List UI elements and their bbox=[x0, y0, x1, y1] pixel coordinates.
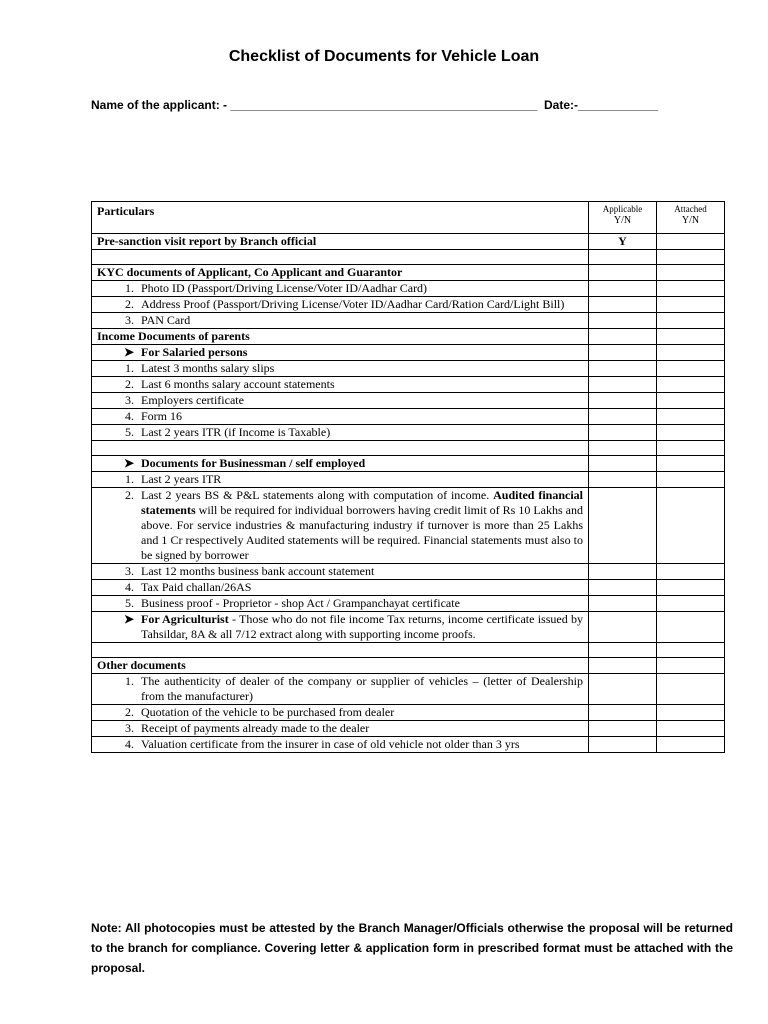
item-text: Latest 3 months salary slips bbox=[141, 361, 275, 375]
salaried-heading: For Salaried persons bbox=[141, 345, 248, 359]
audited-statements-bold: Audited financial statements bbox=[141, 488, 583, 517]
applicable-cell bbox=[589, 674, 657, 705]
applicable-cell bbox=[589, 737, 657, 753]
header-applicable-yn: Y/N bbox=[613, 215, 632, 226]
attached-cell bbox=[657, 425, 725, 441]
business-items bbox=[92, 564, 725, 612]
arrow-bullet-icon: ➤ bbox=[123, 345, 134, 359]
applicable-cell bbox=[589, 705, 657, 721]
table-row bbox=[92, 234, 725, 250]
arrow-bullet-icon: ➤ bbox=[123, 612, 134, 626]
applicant-name-date-line: Name of the applicant: - ______________________________________________ Date:-____________ bbox=[91, 98, 659, 112]
table-row bbox=[92, 456, 725, 472]
item-number: 3. bbox=[125, 564, 134, 578]
item-text: Quotation of the vehicle to be purchased from dealer bbox=[141, 705, 395, 719]
table-row bbox=[92, 596, 725, 612]
table-row bbox=[92, 737, 725, 753]
table-row bbox=[92, 425, 725, 441]
business-heading: Documents for Businessman / self employed bbox=[141, 456, 366, 470]
table-row bbox=[92, 361, 725, 377]
table-row bbox=[92, 393, 725, 409]
attached-cell bbox=[657, 377, 725, 393]
item-number: 3. bbox=[125, 313, 134, 327]
table-row bbox=[92, 488, 725, 564]
item-number: 3. bbox=[125, 393, 134, 407]
attached-cell bbox=[657, 580, 725, 596]
item-number: 3. bbox=[125, 721, 134, 735]
item-text: Photo ID (Passport/Driving License/Voter ID/Aadhar Card) bbox=[141, 281, 428, 295]
blank-row bbox=[92, 250, 725, 265]
agriculturist-text bbox=[141, 612, 583, 642]
applicable-cell bbox=[589, 721, 657, 737]
item-number: 5. bbox=[125, 425, 134, 439]
item-text: Valuation certificate from the insurer in case of old vehicle not older than 3 yrs bbox=[141, 737, 520, 751]
attached-cell bbox=[657, 721, 725, 737]
item-number: 4. bbox=[125, 737, 134, 751]
applicable-cell bbox=[589, 297, 657, 313]
item-number: 4. bbox=[125, 580, 134, 594]
applicable-cell bbox=[589, 281, 657, 297]
attached-cell bbox=[657, 313, 725, 329]
table-row bbox=[92, 674, 725, 705]
presanction-attached-cell bbox=[657, 234, 725, 250]
item-number: 1. bbox=[125, 674, 134, 688]
table-row bbox=[92, 658, 725, 674]
header-attached-yn: Y/N bbox=[681, 215, 700, 226]
table-row bbox=[92, 377, 725, 393]
item-text: Address Proof (Passport/Driving License/Voter ID/Aadhar Card/Ration Card/Light Bill) bbox=[141, 297, 565, 311]
presanction-applicable-value: Y bbox=[589, 234, 657, 250]
header-attached-label: Attached bbox=[674, 204, 707, 214]
applicable-cell bbox=[589, 361, 657, 377]
table-row bbox=[92, 580, 725, 596]
income-heading: Income Documents of parents bbox=[92, 329, 589, 345]
footer-note: Note: All photocopies must be attested by the Branch Manager/Officials otherwise the proposal will be returned to the branch for compliance. Covering letter & application form in prescribed format must be attached with the proposal. bbox=[91, 921, 733, 975]
item-text: Form 16 bbox=[141, 409, 183, 423]
item-number: 5. bbox=[125, 596, 134, 610]
item-text: Receipt of payments already made to the dealer bbox=[141, 721, 370, 735]
item-number: 1. bbox=[125, 281, 134, 295]
item-text: Employers certificate bbox=[141, 393, 244, 407]
applicable-cell bbox=[589, 313, 657, 329]
item-number: 4. bbox=[125, 409, 134, 423]
table-row bbox=[92, 297, 725, 313]
header-attached bbox=[657, 202, 725, 234]
table-row bbox=[92, 721, 725, 737]
item-text: The authenticity of dealer of the company or supplier of vehicles – (letter of Dealership from the manufacturer) bbox=[141, 674, 583, 703]
item-text: PAN Card bbox=[141, 313, 191, 327]
blank-row bbox=[92, 643, 725, 658]
applicable-cell bbox=[589, 580, 657, 596]
item-text: Business proof - Proprietor - shop Act / Grampanchayat certificate bbox=[141, 596, 460, 610]
attached-cell bbox=[657, 737, 725, 753]
item-number: 1. bbox=[125, 361, 134, 375]
item-number: 2. bbox=[125, 705, 134, 719]
item-text bbox=[141, 488, 583, 563]
header-applicable-label: Applicable bbox=[602, 204, 643, 214]
attached-cell bbox=[657, 393, 725, 409]
attached-cell bbox=[657, 596, 725, 612]
table-header-row bbox=[92, 202, 725, 234]
financial-text-b: will be required for individual borrowers having credit limit of Rs 10 Lakhs and above. For service industries & manufacturing industry if turnover is more than 25 Lakhs and 1 Cr respectively Audited statements will be required. Financial statements must also to be signed by borrower bbox=[141, 503, 584, 562]
table-row bbox=[92, 612, 725, 643]
table-row bbox=[92, 472, 725, 488]
item-number: 2. bbox=[125, 377, 134, 391]
table-row bbox=[92, 345, 725, 361]
item-number: 2. bbox=[125, 297, 134, 311]
item-text: Last 6 months salary account statements bbox=[141, 377, 335, 391]
other-items bbox=[92, 674, 725, 753]
presanction-label: Pre-sanction visit report by Branch official bbox=[92, 234, 589, 250]
table-row bbox=[92, 265, 725, 281]
header-particulars: Particulars bbox=[92, 202, 589, 234]
attached-cell bbox=[657, 564, 725, 580]
table-row bbox=[92, 564, 725, 580]
other-heading: Other documents bbox=[92, 658, 589, 674]
attached-cell bbox=[657, 297, 725, 313]
blank-row bbox=[92, 441, 725, 456]
agriculturist-heading: For Agriculturist bbox=[141, 612, 229, 626]
table-row bbox=[92, 409, 725, 425]
applicable-cell bbox=[589, 393, 657, 409]
attached-cell bbox=[657, 705, 725, 721]
document-title: Checklist of Documents for Vehicle Loan bbox=[228, 48, 540, 65]
table-row bbox=[92, 705, 725, 721]
item-number: 1. bbox=[125, 472, 134, 486]
salaried-items bbox=[92, 361, 725, 441]
item-text: Last 2 years ITR (if Income is Taxable) bbox=[141, 425, 331, 439]
item-text: Last 12 months business bank account statement bbox=[141, 564, 375, 578]
attached-cell bbox=[657, 281, 725, 297]
item-text: Tax Paid challan/26AS bbox=[141, 580, 252, 594]
kyc-items bbox=[92, 281, 725, 329]
table-row bbox=[92, 313, 725, 329]
agriculturist-desc: - Those who do not file income Tax returns, income certificate issued by Tahsildar, 8A & all 7/12 extract along with supporting income proofs. bbox=[141, 612, 583, 641]
checklist-table bbox=[91, 201, 725, 753]
applicable-cell bbox=[589, 425, 657, 441]
table-row bbox=[92, 329, 725, 345]
applicable-cell bbox=[589, 409, 657, 425]
table-row bbox=[92, 281, 725, 297]
header-applicable bbox=[589, 202, 657, 234]
applicable-cell bbox=[589, 596, 657, 612]
attached-cell bbox=[657, 409, 725, 425]
attached-cell bbox=[657, 361, 725, 377]
financial-text-a: Last 2 years BS & P&L statements along with computation of income. bbox=[141, 488, 490, 502]
kyc-heading: KYC documents of Applicant, Co Applicant and Guarantor bbox=[92, 265, 589, 281]
applicable-cell bbox=[589, 377, 657, 393]
applicable-cell bbox=[589, 564, 657, 580]
arrow-bullet-icon: ➤ bbox=[123, 456, 134, 470]
attached-cell bbox=[657, 674, 725, 705]
item-text: Last 2 years ITR bbox=[141, 472, 222, 486]
item-number: 2. bbox=[125, 488, 134, 502]
